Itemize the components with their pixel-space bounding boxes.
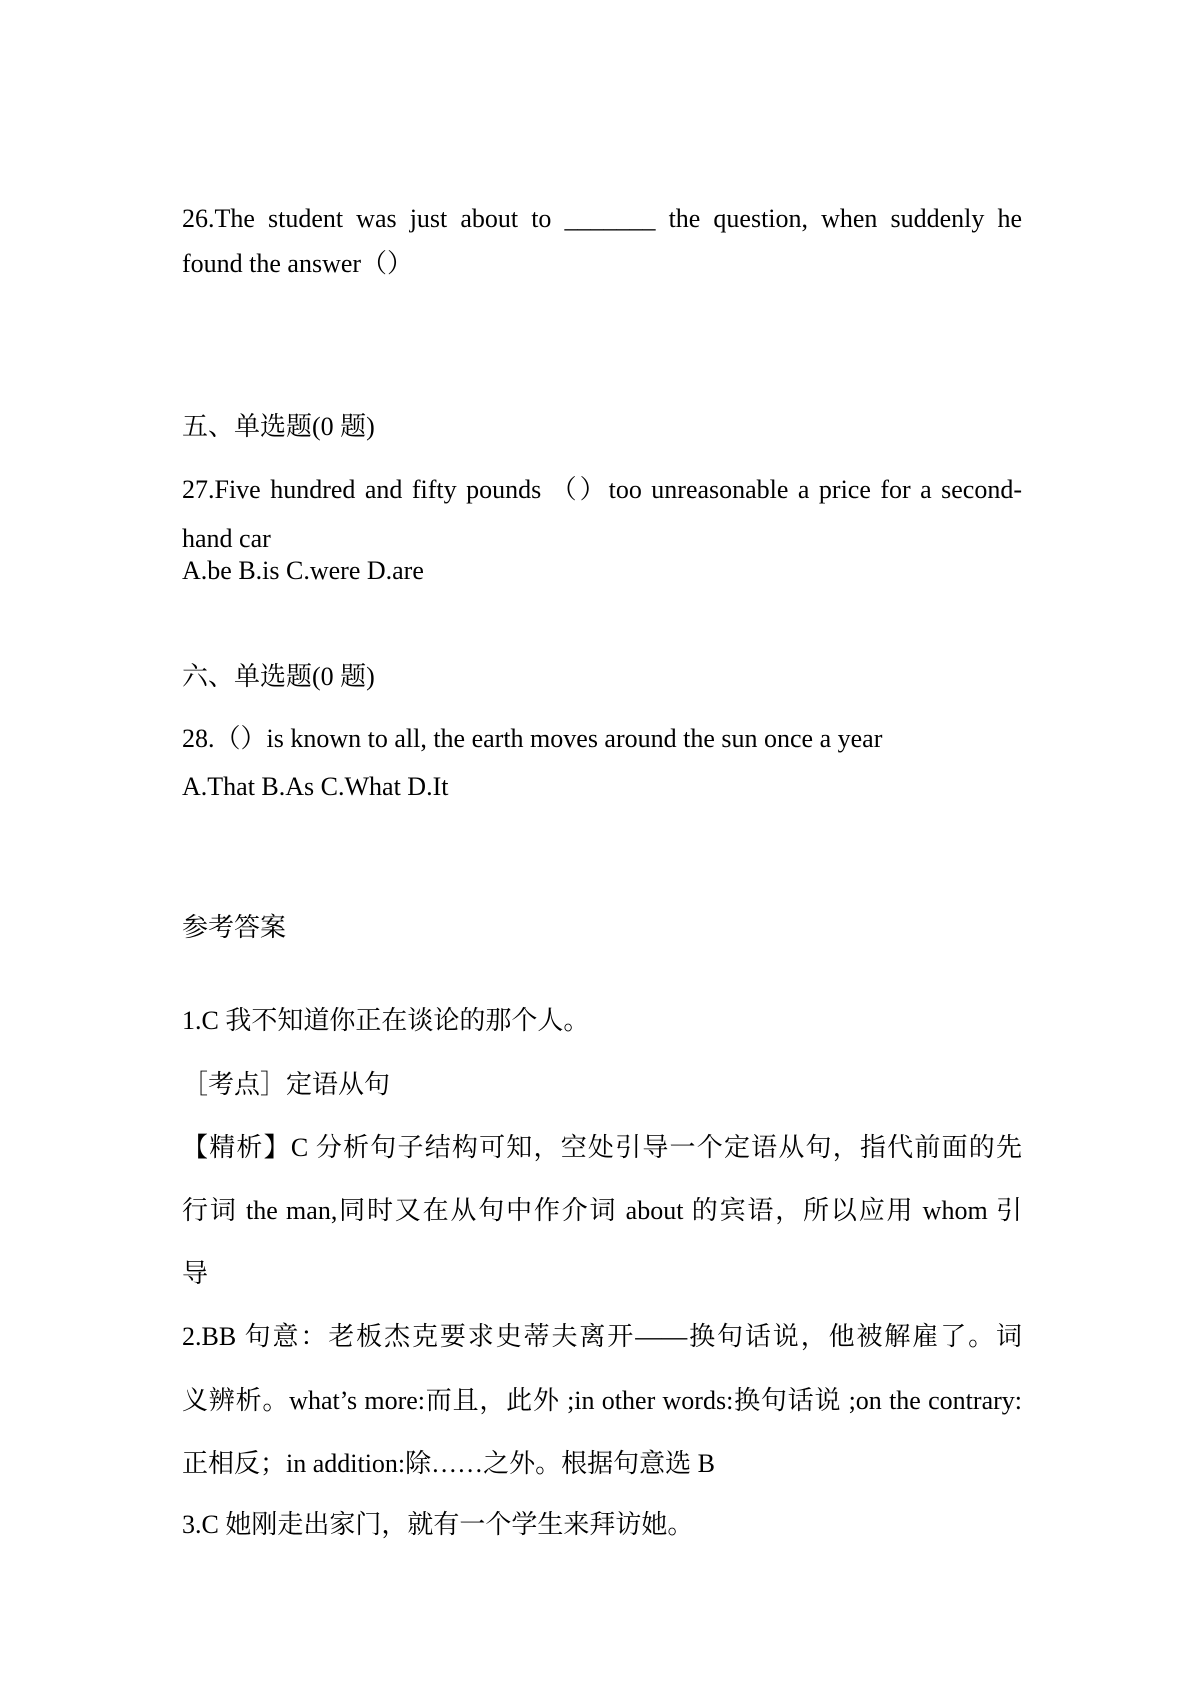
question-27-line-2: hand car: [182, 524, 271, 553]
answer-2-line-3: 正相反；in addition:除……之外。根据句意选 B: [182, 1449, 716, 1478]
question-26-line-2: found the answer（）: [182, 249, 414, 278]
answer-1-line-5: 导: [182, 1259, 209, 1288]
question-26-line-1: 26.The student was just about to _______ the question, when suddenly he: [182, 204, 1022, 233]
answer-1-line-1: 1.C 我不知道你正在谈论的那个人。: [182, 1006, 590, 1035]
answer-1-line-4: 行词 the man,同时又在从句中作介词 about 的宾语，所以应用 whom 引: [182, 1196, 1022, 1225]
question-27-line-1: 27.Five hundred and fifty pounds （）too unreasonable a price for a second-: [182, 475, 1022, 504]
section-6-heading: 六、单选题(0 题): [182, 662, 375, 691]
answer-1-line-3: 【精析】C 分析句子结构可知，空处引导一个定语从句，指代前面的先: [182, 1133, 1022, 1162]
answers-heading: 参考答案: [182, 913, 287, 942]
question-28-options: A.That B.As C.What D.It: [182, 772, 449, 801]
answer-1-line-2: ［考点］定语从句: [182, 1070, 391, 1099]
answer-2-line-2: 义辨析。what’s more:而且，此外 ;in other words:换句话说 ;on the contrary:: [182, 1386, 1022, 1415]
question-27-options: A.be B.is C.were D.are: [182, 556, 424, 585]
question-28-line-1: 28.（）is known to all, the earth moves around the sun once a year: [182, 724, 883, 753]
answer-2-line-1: 2.BB 句意：老板杰克要求史蒂夫离开——换句话说，他被解雇了。词: [182, 1322, 1022, 1351]
section-5-heading: 五、单选题(0 题): [182, 412, 375, 441]
answer-3-line-1: 3.C 她刚走出家门，就有一个学生来拜访她。: [182, 1510, 694, 1539]
